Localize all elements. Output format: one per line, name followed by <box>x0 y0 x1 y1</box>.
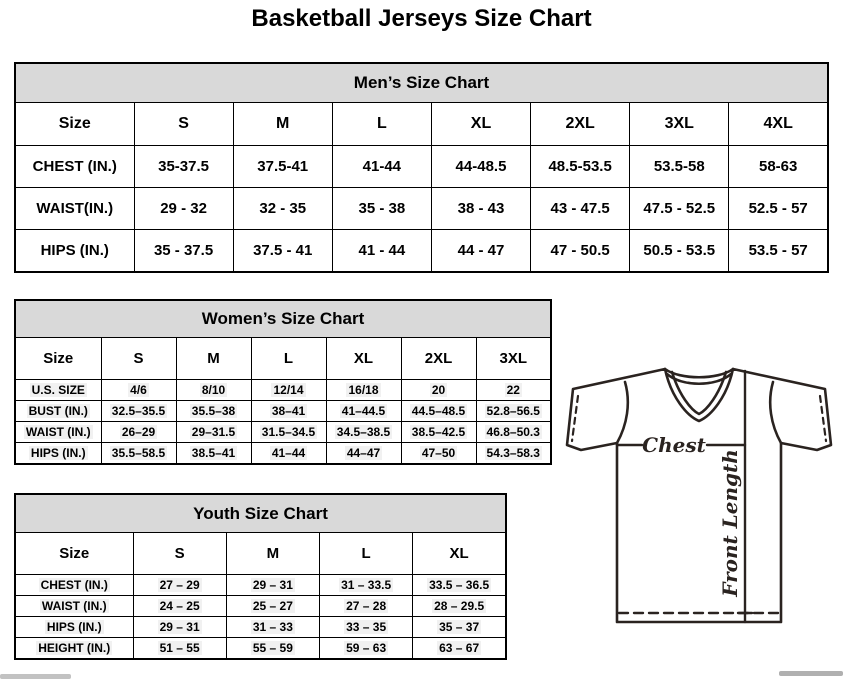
value-cell: 29 – 31 <box>226 575 319 596</box>
value-cell: 38–41 <box>251 401 326 422</box>
row-label-cell: CHEST (IN.) <box>15 146 134 188</box>
value-cell: 38.5–41 <box>176 443 251 465</box>
value-cell: 37.5 - 41 <box>233 230 332 273</box>
table-row <box>15 638 506 660</box>
row-label-cell: HEIGHT (IN.) <box>15 638 133 660</box>
value-cell: 29–31.5 <box>176 422 251 443</box>
row-label-cell: U.S. SIZE <box>15 380 101 401</box>
value-cell: 59 – 63 <box>320 638 413 660</box>
womens-size-table <box>14 299 552 465</box>
row-label-cell: HIPS (IN.) <box>15 617 133 638</box>
size-column-header: M <box>226 533 319 575</box>
row-label-cell: HIPS (IN.) <box>15 443 101 465</box>
value-cell: 12/14 <box>251 380 326 401</box>
table-row <box>15 230 828 273</box>
value-cell: 4/6 <box>101 380 176 401</box>
value-cell: 35 - 37.5 <box>134 230 233 273</box>
value-cell: 38 - 43 <box>431 188 530 230</box>
table-row <box>15 596 506 617</box>
value-cell: 44.5–48.5 <box>401 401 476 422</box>
value-cell: 31 – 33.5 <box>320 575 413 596</box>
size-column-header: XL <box>413 533 506 575</box>
row-label-cell: WAIST (IN.) <box>15 596 133 617</box>
jersey-diagram-icon <box>555 355 843 655</box>
row-label-cell: HIPS (IN.) <box>15 230 134 273</box>
chest-label: Chest <box>642 433 706 457</box>
value-cell: 58-63 <box>729 146 828 188</box>
value-cell: 38.5–42.5 <box>401 422 476 443</box>
value-cell: 35.5–58.5 <box>101 443 176 465</box>
row-label-cell: BUST (IN.) <box>15 401 101 422</box>
value-cell: 41-44 <box>332 146 431 188</box>
row-label-cell: CHEST (IN.) <box>15 575 133 596</box>
value-cell: 44-48.5 <box>431 146 530 188</box>
value-cell: 35 - 38 <box>332 188 431 230</box>
table-row <box>15 443 551 465</box>
mens-size-table <box>14 62 829 273</box>
size-header-row <box>15 533 506 575</box>
size-label-cell: Size <box>15 338 101 380</box>
page-title: Basketball Jerseys Size Chart <box>251 5 592 32</box>
size-column-header: 3XL <box>630 103 729 146</box>
value-cell: 47.5 - 52.5 <box>630 188 729 230</box>
value-cell: 47–50 <box>401 443 476 465</box>
size-column-header: S <box>133 533 226 575</box>
size-column-header: L <box>332 103 431 146</box>
size-column-header: S <box>134 103 233 146</box>
value-cell: 22 <box>476 380 551 401</box>
jersey-outline <box>567 369 831 622</box>
horizontal-scrollbar-thumb-left[interactable] <box>0 674 71 679</box>
value-cell: 26–29 <box>101 422 176 443</box>
size-column-header: M <box>233 103 332 146</box>
size-column-header: 2XL <box>531 103 630 146</box>
table-row <box>15 401 551 422</box>
value-cell: 27 – 28 <box>320 596 413 617</box>
size-label-cell: Size <box>15 533 133 575</box>
value-cell: 43 - 47.5 <box>531 188 630 230</box>
value-cell: 55 – 59 <box>226 638 319 660</box>
table-row <box>15 380 551 401</box>
value-cell: 33 – 35 <box>320 617 413 638</box>
value-cell: 41 - 44 <box>332 230 431 273</box>
size-header-row <box>15 103 828 146</box>
value-cell: 54.3–58.3 <box>476 443 551 465</box>
value-cell: 29 - 32 <box>134 188 233 230</box>
table-row <box>15 146 828 188</box>
value-cell: 51 – 55 <box>133 638 226 660</box>
value-cell: 33.5 – 36.5 <box>413 575 506 596</box>
value-cell: 41–44 <box>251 443 326 465</box>
table-title-row <box>15 300 551 338</box>
size-column-header: S <box>101 338 176 380</box>
value-cell: 35 – 37 <box>413 617 506 638</box>
value-cell: 53.5 - 57 <box>729 230 828 273</box>
value-cell: 20 <box>401 380 476 401</box>
value-cell: 31 – 33 <box>226 617 319 638</box>
youth-size-table <box>14 493 507 660</box>
front-length-label: Front Length <box>718 449 742 597</box>
value-cell: 52.8–56.5 <box>476 401 551 422</box>
value-cell: 28 – 29.5 <box>413 596 506 617</box>
value-cell: 50.5 - 53.5 <box>630 230 729 273</box>
row-label-cell: WAIST (IN.) <box>15 422 101 443</box>
value-cell: 32.5–35.5 <box>101 401 176 422</box>
table-row <box>15 575 506 596</box>
row-label-cell: WAIST(IN.) <box>15 188 134 230</box>
value-cell: 44 - 47 <box>431 230 530 273</box>
value-cell: 44–47 <box>326 443 401 465</box>
size-column-header: XL <box>326 338 401 380</box>
value-cell: 47 - 50.5 <box>531 230 630 273</box>
value-cell: 41–44.5 <box>326 401 401 422</box>
size-column-header: 4XL <box>729 103 828 146</box>
value-cell: 52.5 - 57 <box>729 188 828 230</box>
value-cell: 8/10 <box>176 380 251 401</box>
table-title: Youth Size Chart <box>15 494 506 533</box>
table-row <box>15 188 828 230</box>
table-title: Women’s Size Chart <box>15 300 551 338</box>
table-row <box>15 617 506 638</box>
value-cell: 37.5-41 <box>233 146 332 188</box>
size-header-row <box>15 338 551 380</box>
value-cell: 35.5–38 <box>176 401 251 422</box>
value-cell: 27 – 29 <box>133 575 226 596</box>
size-column-header: 2XL <box>401 338 476 380</box>
value-cell: 24 – 25 <box>133 596 226 617</box>
size-column-header: L <box>320 533 413 575</box>
value-cell: 25 – 27 <box>226 596 319 617</box>
size-column-header: XL <box>431 103 530 146</box>
value-cell: 53.5-58 <box>630 146 729 188</box>
collar-back-line <box>665 369 733 377</box>
value-cell: 34.5–38.5 <box>326 422 401 443</box>
size-column-header: L <box>251 338 326 380</box>
value-cell: 48.5-53.5 <box>531 146 630 188</box>
value-cell: 35-37.5 <box>134 146 233 188</box>
value-cell: 46.8–50.3 <box>476 422 551 443</box>
value-cell: 16/18 <box>326 380 401 401</box>
size-column-header: 3XL <box>476 338 551 380</box>
jersey-measurement-diagram <box>555 355 843 655</box>
table-title-row <box>15 63 828 103</box>
value-cell: 29 – 31 <box>133 617 226 638</box>
value-cell: 63 – 67 <box>413 638 506 660</box>
horizontal-scrollbar-thumb-right[interactable] <box>779 671 843 676</box>
size-label-cell: Size <box>15 103 134 146</box>
value-cell: 31.5–34.5 <box>251 422 326 443</box>
table-row <box>15 422 551 443</box>
table-title: Men’s Size Chart <box>15 63 828 103</box>
table-title-row <box>15 494 506 533</box>
size-column-header: M <box>176 338 251 380</box>
value-cell: 32 - 35 <box>233 188 332 230</box>
